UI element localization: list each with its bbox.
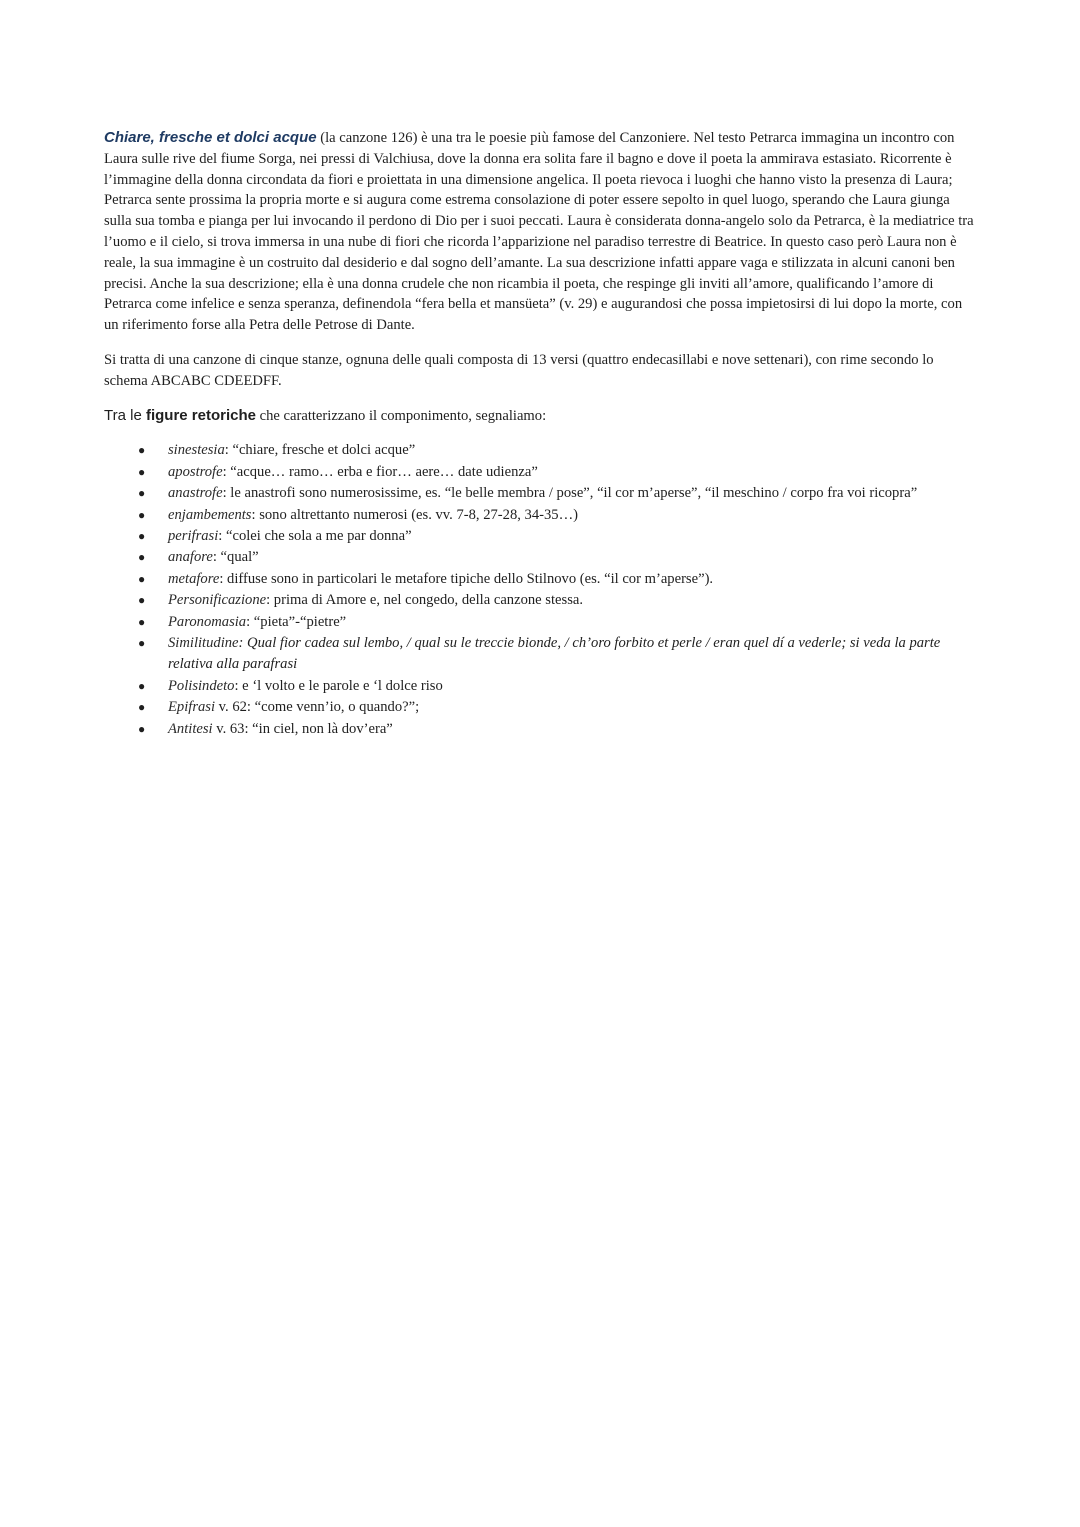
figures-intro-bold: figure retoriche: [145, 406, 256, 424]
list-item: [104, 440, 980, 461]
list-item: [104, 483, 980, 504]
document-page: [104, 128, 980, 740]
figure-term: sinestesia: [168, 442, 225, 459]
figure-term: perifrasi: [168, 527, 219, 544]
figure-text: : prima di Amore e, nel congedo, della canzone stessa.: [266, 592, 583, 609]
list-item: [104, 526, 980, 547]
list-item: [104, 719, 980, 740]
figure-term: metafore: [168, 570, 220, 587]
figure-term: enjambements: [168, 506, 252, 523]
figure-term: Paronomasia: [168, 613, 247, 630]
bullet-icon: ●: [138, 443, 146, 458]
bullet-icon: ●: [138, 593, 146, 608]
figure-text: : le anastrofi sono numerosissime, es. “le belle membra / pose”, “il cor m’aperse”, “il meschino / corpo fra voi ricopra”: [222, 485, 918, 502]
figure-text: v. 62: “come venn’io, o quando?”;: [215, 699, 420, 716]
bullet-icon: ●: [138, 721, 146, 736]
figure-text: v. 63: “in ciel, non là dov’era”: [212, 720, 393, 737]
bullet-icon: ●: [138, 507, 146, 522]
figure-term: anafore: [168, 549, 213, 566]
figure-text: : “pieta”-“pietre”: [246, 613, 347, 630]
list-item: [104, 547, 980, 568]
figure-term: Antitesi: [168, 720, 213, 737]
figure-term: Personificazione: [168, 592, 267, 609]
figure-text: : Qual fior cadea sul lembo, / qual su le treccie bionde, / ch’oro forbito et perle / eran quel dí a vederle; si veda la parte relativa alla parafrasi: [168, 635, 941, 673]
bullet-icon: ●: [138, 614, 146, 629]
figure-text: : diffuse sono in particolari le metafore tipiche dello Stilnovo (es. “il cor m’aperse”).: [219, 570, 714, 587]
figure-term: Similitudine: [168, 635, 239, 652]
intro-paragraph: [104, 128, 980, 336]
figure-text: : “colei che sola a me par donna”: [218, 527, 412, 544]
figures-intro-paragraph: [104, 406, 980, 427]
rhetorical-figures-list: [104, 440, 980, 740]
bullet-icon: ●: [138, 528, 146, 543]
bullet-icon: ●: [138, 571, 146, 586]
figure-term: apostrofe: [168, 463, 223, 480]
list-item: [104, 505, 980, 526]
figures-intro-rest: che caratterizzano il componimento, segnaliamo:: [255, 407, 547, 424]
figure-text: : e ‘l volto e le parole e ‘l dolce riso: [234, 677, 443, 694]
figure-term: Polisindeto: [168, 677, 235, 694]
bullet-icon: ●: [138, 678, 146, 693]
figure-text: : “qual”: [212, 549, 259, 566]
figure-term: Epifrasi: [168, 699, 216, 716]
bullet-icon: ●: [138, 636, 146, 651]
bullet-icon: ●: [138, 700, 146, 715]
figure-text: : “acque… ramo… erba e fior… aere… date udienza”: [222, 463, 538, 480]
poem-title: Chiare, fresche et dolci acque: [104, 129, 317, 146]
intro-text: (la canzone 126) è una tra le poesie più famose del Canzoniere. Nel testo Petrarca immagina un incontro con Laura sulle rive del fiume Sorga, nei pressi di Valchiusa, dove la donna era solita fare il bagno e dove il poeta la ammirava estasiato. Ricorrente è l’immagine della donna circondata da fiori e proiettata in una dimensione angelica. Il poeta rievoca i luoghi che hanno visto la presenza di Laura; Petrarca sente prossima la propria morte e si augura come estrema consolazione di poter essere sepolto in quel luogo, sperando che Laura giunga sulla sua tomba e pianga per lui invocando il perdono di Dio per i suoi peccati. Laura è considerata donna-angelo solo da Petrarca, è la mediatrice tra l’uomo e il cielo, si trova immersa in una nube di fiori che ricorda l’apparizione nel paradiso terrestre di Beatrice. In questo caso però Laura non è reale, la sua immagine è un costruito dal desiderio e dal sogno dell’amante. La sua descrizione infatti appare vaga e stilizzata in alcuni canoni ben precisi. Anche la sua descrizione; ella è una donna crudele che non ricambia il poeta, che respinge gli inviti all’amore, qualificando l’amore di Petrarca come infelice e senza speranza, definendola “fera bella et mansüeta” (v. 29) e augurandosi che possa impietosirsi di lui dopo la morte, con un riferimento forse alla Petra delle Petrose di Dante.: [104, 130, 974, 334]
figure-text: : sono altrettanto numerosi (es. vv. 7-8, 27-28, 34-35…): [251, 506, 579, 523]
bullet-icon: ●: [138, 486, 146, 501]
list-item: [104, 590, 980, 611]
structure-paragraph: Si tratta di una canzone di cinque stanze, ognuna delle quali composta di 13 versi (quattro endecasillabi e nove settenari), con rime secondo lo schema ABCABC CDEEDFF.: [104, 351, 934, 389]
bullet-icon: ●: [138, 550, 146, 565]
list-item: [104, 676, 980, 697]
list-item: [104, 697, 980, 718]
list-item: [104, 569, 980, 590]
bullet-icon: ●: [138, 464, 146, 479]
figure-text: : “chiare, fresche et dolci acque”: [224, 442, 416, 459]
list-item: [104, 462, 980, 483]
figures-intro-lead: Tra le: [104, 406, 146, 424]
list-item: [104, 612, 980, 633]
list-item: [104, 633, 980, 676]
figure-term: anastrofe: [168, 485, 223, 502]
